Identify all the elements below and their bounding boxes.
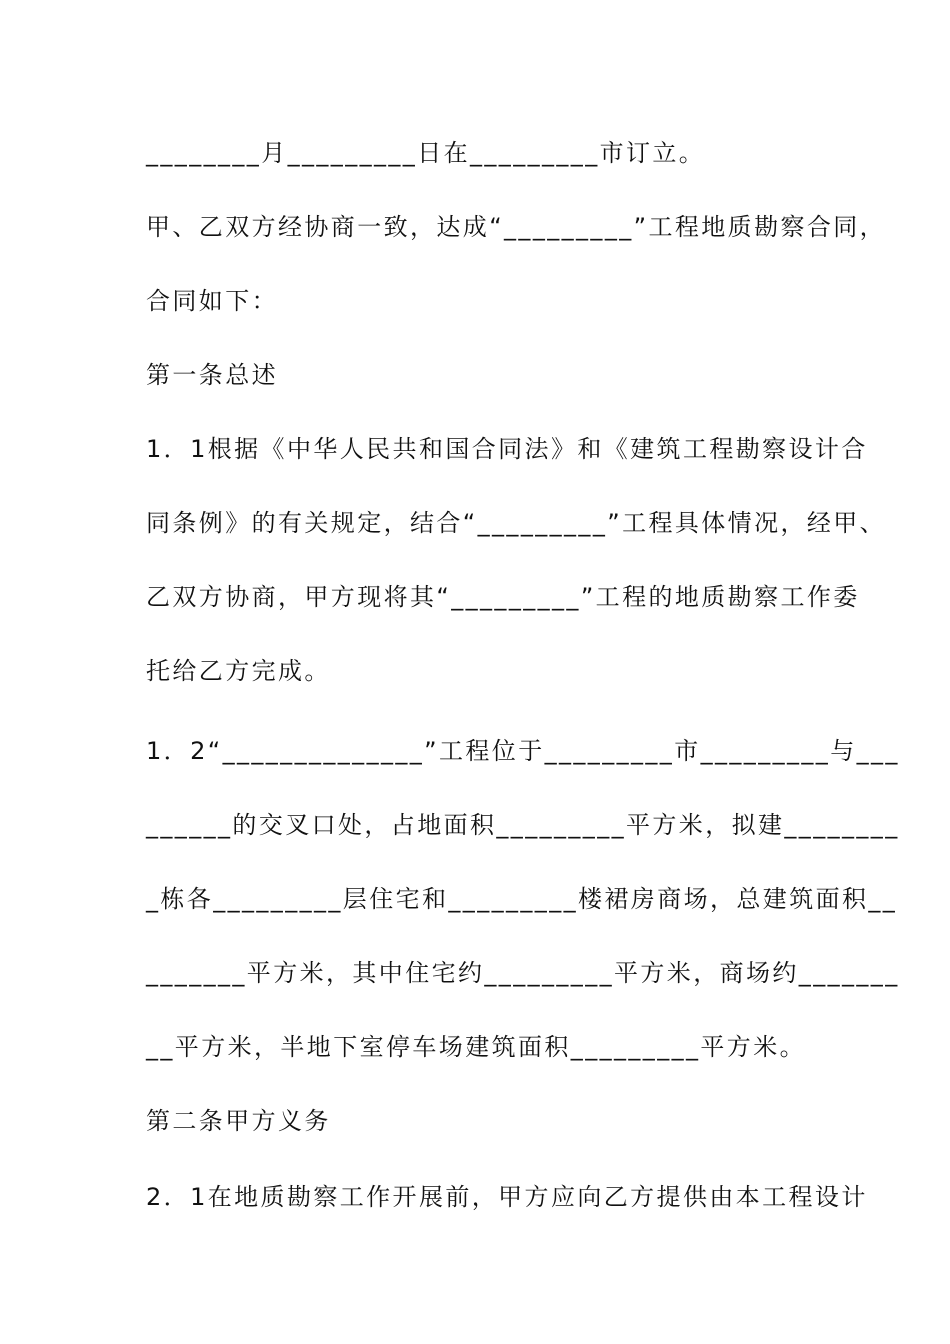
text-line: 2．1在地质勘察工作开展前，甲方应向乙方提供由本工程设计 xyxy=(146,1183,868,1211)
text-line: 甲、乙双方经协商一致，达成“_________”工程地质勘察合同， xyxy=(146,213,887,241)
text-line: _栋各_________层住宅和_________楼裙房商场，总建筑面积__ xyxy=(146,885,898,913)
text-line: _______平方米，其中住宅约_________平方米，商场约_______ xyxy=(146,959,900,987)
text-line: __平方米，半地下室停车场建筑面积_________平方米。 xyxy=(146,1033,806,1061)
text-line: 托给乙方完成。 xyxy=(146,657,331,685)
text-line: ______的交叉口处，占地面积_________平方米，拟建________ xyxy=(146,811,900,839)
text-line: 合同如下： xyxy=(146,287,278,315)
text-line: 同条例》的有关规定，结合“_________”工程具体情况，经甲、 xyxy=(146,509,887,537)
text-line: 1．1根据《中华人民共和国合同法》和《建筑工程勘察设计合 xyxy=(146,435,868,463)
section-heading: 第一条总述 xyxy=(146,361,278,389)
section-heading: 第二条甲方义务 xyxy=(146,1107,331,1135)
text-line: 乙双方协商，甲方现将其“_________”工程的地质勘察工作委 xyxy=(146,583,860,611)
text-line: 1．2“______________”工程位于_________市_________与___ xyxy=(146,737,900,765)
text-line: ________月_________日在_________市订立。 xyxy=(146,139,706,167)
